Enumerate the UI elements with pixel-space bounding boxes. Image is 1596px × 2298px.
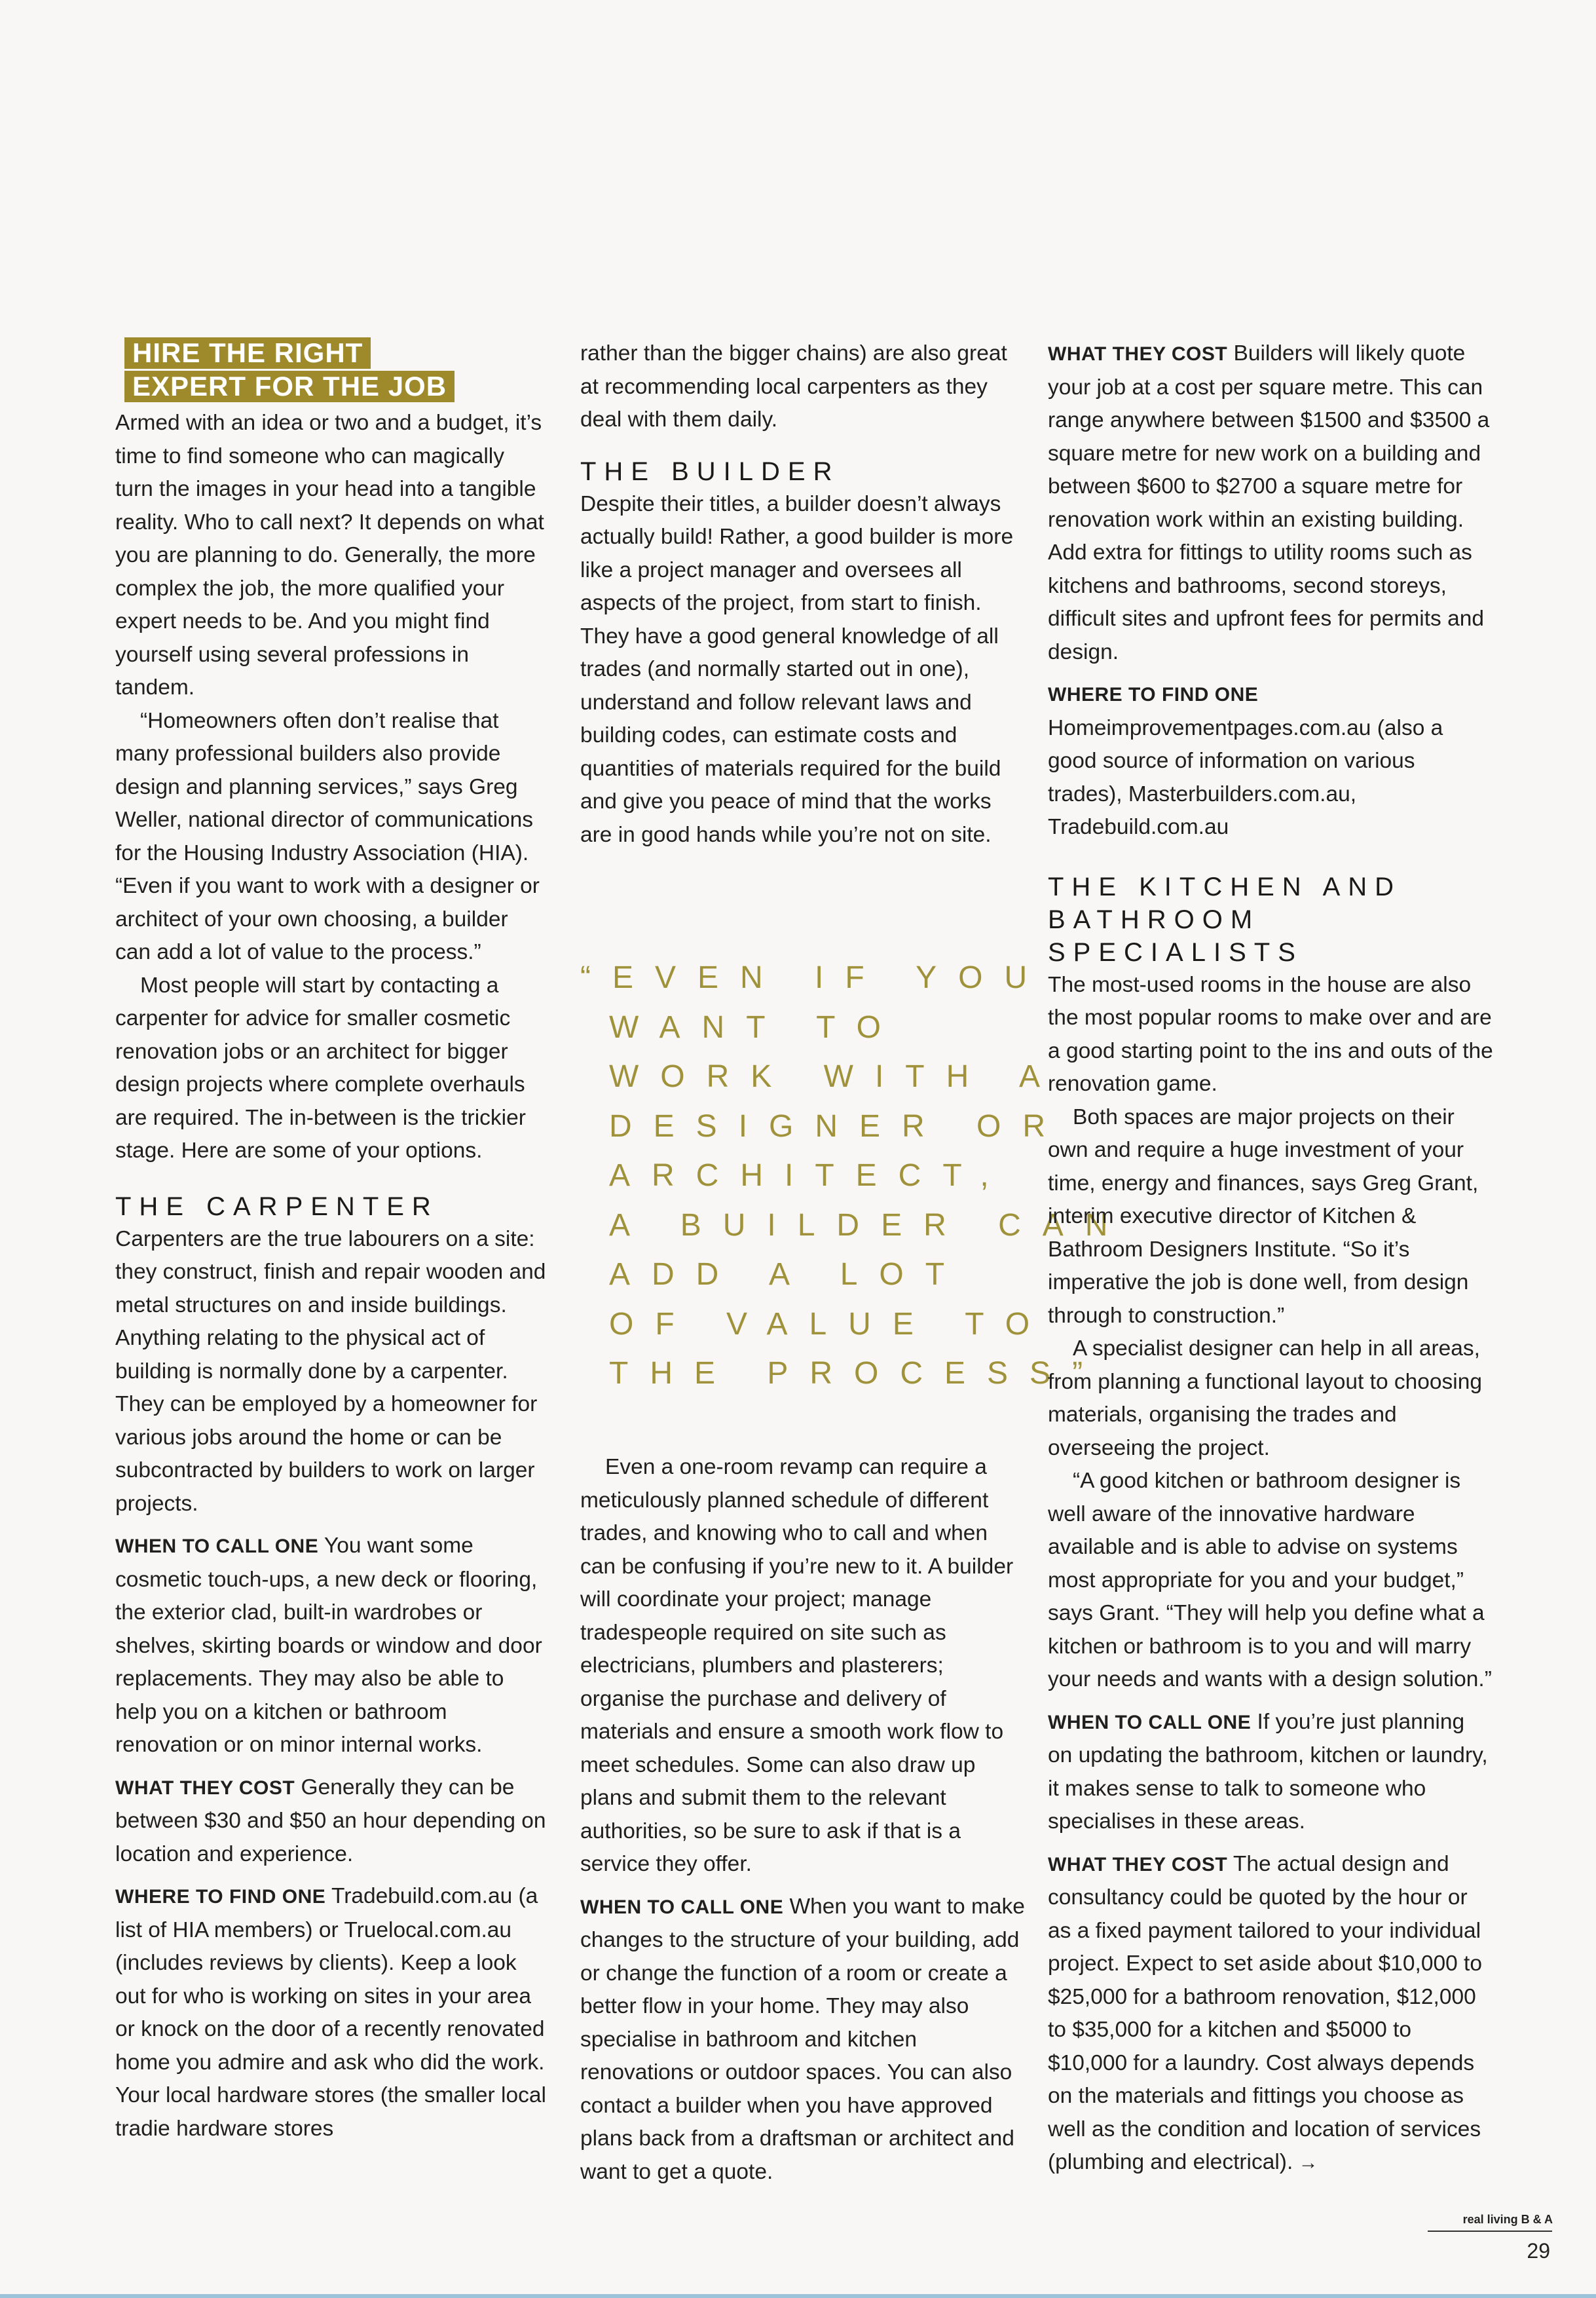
kb-paragraph-4: “A good kitchen or bathroom designer is well aware of the innovative hardware available and is able to advise on systems most appropriate for you and your budget,” says Grant. “They will help you define what a kitchen or bathroom is to you and will marry your needs and wants with a design solution.” bbox=[1048, 1469, 1492, 1691]
when-text: You want some cosmetic touch-ups, a new deck or flooring, the exterior clad, built-in wardrobes or shelves, skirting boards or window and door replacements. They may also be able to help you on a kitchen or bathroom renovation or on minor internal works. bbox=[115, 1534, 542, 1757]
carpenter-heading: THE CARPENTER bbox=[115, 1192, 439, 1221]
title-line-2: EXPERT FOR THE JOB bbox=[124, 371, 455, 402]
cost-label: WHAT THEY COST bbox=[1048, 1853, 1228, 1875]
intro-paragraph-2: “Homeowners often don’t realise that many professional builders also provide design and planning services,” says Greg Weller, national director of communications for the Housing Industry Association (HIA). “Even if you want to work with a designer or architect of your own choosing, a builder can add a lot of value to the process.” bbox=[115, 708, 540, 964]
quote-line: THE PROCESS” bbox=[609, 1356, 1105, 1391]
kb-paragraph-3: A specialist designer can help in all areas, from planning a functional layout to choosing materials, organising the trades and overseeing the project. bbox=[1048, 1336, 1482, 1460]
quote-line: A BUILDER CAN bbox=[609, 1207, 1130, 1243]
cost-text: Generally they can be between $30 and $50 an hour depending on location and experience. bbox=[115, 1775, 546, 1866]
column-3 bbox=[1048, 337, 1493, 2180]
cost-label: WHAT THEY COST bbox=[1048, 343, 1228, 365]
intro-paragraph-1: Armed with an idea or two and a budget, it’s time to find someone who can magically turn the images in your head into a tangible reality. Who to call next? It depends on what you are planning to do. Generally, the more complex the job, the more qualified your expert needs to be. And you might find yourself using several professions in tandem. bbox=[115, 411, 544, 700]
kb-heading-line-2: BATHROOM SPECIALISTS bbox=[1048, 905, 1303, 967]
quote-line: WORK WITH A bbox=[609, 1059, 1062, 1094]
cost-text: The actual design and consultancy could be quoted by the hour or as a fixed payment tailored to your individual project. Expect to set aside about $10,000 to $25,000 for a bathroom renovation, $12,000 to $35,000 for a kitchen and $5000 to $10,000 for a laundry. Cost always depends on the materials and fittings you choose as well as the condition and location of services (plumbing and electrical). bbox=[1048, 1851, 1482, 2174]
magazine-brand: real living B & A bbox=[1462, 2213, 1553, 2226]
kb-cost-paragraph bbox=[1048, 1848, 1493, 2180]
builder-paragraph-1: Despite their titles, a builder doesn’t always actually build! Rather, a good builder is more like a project manager and oversees all aspects of the project, from start to finish. They have a good general knowledge of all trades (and normally started out in one), understand and follow relevant laws and building codes, can estimate costs and quantities of materials required for the build and give you peace of mind that the works are in good hands while you’re not on site. bbox=[580, 491, 1014, 847]
quote-line: WANT TO bbox=[609, 1009, 902, 1045]
title-line-1: HIRE THE RIGHT bbox=[124, 337, 371, 369]
builder-cost-paragraph bbox=[1048, 337, 1493, 669]
carpenter-where-paragraph bbox=[115, 1880, 547, 2145]
where-text: Tradebuild.com.au (a list of HIA members) or Truelocal.com.au (includes reviews by clients). Keep a look out for who is working on sites in your area or knock on the door of a recently renovated home you admire and ask who did the work. Your local hardware stores (the smaller local tradie hardware stores bbox=[115, 1884, 546, 2141]
when-text: If you’re just planning on updating the bathroom, kitchen or laundry, it makes sense to talk to someone who specialises in these areas. bbox=[1048, 1709, 1488, 1834]
continue-arrow-icon: → bbox=[1293, 2152, 1318, 2174]
pull-quote bbox=[580, 953, 1130, 1399]
where-label: WHERE TO FIND ONE bbox=[1048, 684, 1259, 706]
quote-line: DESIGNER OR bbox=[609, 1108, 1067, 1144]
kb-heading-line-1: THE KITCHEN AND bbox=[1048, 872, 1402, 901]
quote-line: ADD A LOT bbox=[609, 1257, 967, 1292]
bottom-edge bbox=[0, 2294, 1596, 2298]
where-label: WHERE TO FIND ONE bbox=[115, 1886, 326, 1908]
cost-text: Builders will likely quote your job at a cost per square metre. This can range anywhere between $1500 and $3500 a square metre for new work on a building and between $600 to $2700 a square metre for renovation work within an existing building. Add extra for fittings to utility rooms such as kitchens and bathrooms, second storeys, difficult sites and upfront fees for permits and design. bbox=[1048, 341, 1490, 664]
cost-label: WHAT THEY COST bbox=[115, 1777, 295, 1799]
builder-when-paragraph bbox=[580, 1891, 1026, 2189]
footer-divider bbox=[1428, 2231, 1552, 2232]
builder-heading: THE BUILDER bbox=[580, 457, 840, 486]
when-label: WHEN TO CALL ONE bbox=[580, 1896, 784, 1918]
column-2 bbox=[580, 337, 1026, 852]
carpenter-cost-paragraph bbox=[115, 1771, 547, 1872]
kb-paragraph-1: The most-used rooms in the house are also the most popular rooms to make over and are a good starting point to the ins and outs of the renovation game. bbox=[1048, 972, 1493, 1096]
kitchen-bathroom-heading bbox=[1048, 871, 1493, 969]
column-2-lower bbox=[580, 1451, 1026, 2189]
when-label: WHEN TO CALL ONE bbox=[1048, 1711, 1252, 1733]
kb-when-paragraph bbox=[1048, 1706, 1493, 1839]
section-title bbox=[124, 337, 547, 404]
page-number: 29 bbox=[1527, 2239, 1550, 2263]
carpenter-paragraph: Carpenters are the true labourers on a site: they construct, finish and repair wooden and metal structures on and inside buildings. Anything relating to the physical act of building is normally done by a carpenter. They can be employed by a homeowner for various jobs around the home or can be subcontracted by builders to work on larger projects. bbox=[115, 1226, 546, 1516]
where-text: Homeimprovementpages.com.au (also a good source of information on various trades), Masterbuilders.com.au, Tradebuild.com.au bbox=[1048, 715, 1443, 839]
carpenter-when-paragraph bbox=[115, 1530, 547, 1762]
when-label: WHEN TO CALL ONE bbox=[115, 1535, 319, 1557]
when-text: When you want to make changes to the structure of your building, add or change the function of a room or create a better flow in your home. They may also specialise in bathroom and kitchen renovations or outdoor spaces. You can also contact a builder when you have approved plans back from a draftsman or architect and want to get a quote. bbox=[580, 1894, 1025, 2184]
quote-line: OF VALUE TO bbox=[609, 1306, 1052, 1342]
intro-paragraph-3: Most people will start by contacting a carpenter for advice for smaller cosmetic renovation jobs or an architect for bigger design projects where complete overhauls are required. The in-between is the trickier stage. Here are some of your options. bbox=[115, 973, 526, 1163]
quote-line: “EVEN IF YOU bbox=[580, 960, 1049, 995]
builder-paragraph-2: Even a one-room revamp can require a meticulously planned schedule of different trades, and knowing who to call and when can be confusing if you’re new to it. A builder will coordinate your project; manage tradespeople required on site such as electricians, plumbers and plasterers; organise the purchase and delivery of materials and ensure a smooth work flow to meet schedules. Some can also draw up plans and submit them to the relevant authorities, so be sure to ask if that is a service they offer. bbox=[580, 1455, 1014, 1876]
where-label-line bbox=[1048, 678, 1493, 712]
continued-paragraph: rather than the bigger chains) are also great at recommending local carpenters as they deal with them daily. bbox=[580, 341, 1007, 432]
kb-paragraph-2: Both spaces are major projects on their own and require a huge investment of your time, energy and finances, says Greg Grant, interim executive director of Kitchen & Bathroom Designers Institute. “So it’s imperative the job is done well, from design through to construction.” bbox=[1048, 1104, 1479, 1328]
quote-line: ARCHITECT, bbox=[609, 1158, 1011, 1193]
column-1 bbox=[115, 337, 547, 2145]
